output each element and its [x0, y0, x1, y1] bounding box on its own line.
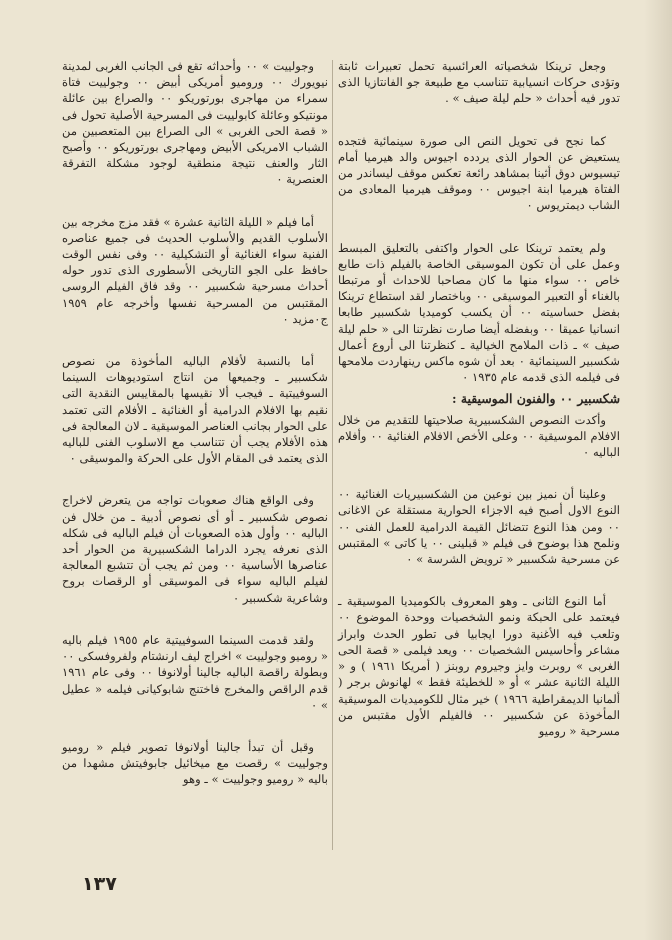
paragraph: وجولييت » ٠٠ وأحداثه تقع فى الجانب الغربى لمدينة نيويورك ٠٠ وروميو أمريكى أبيض ٠٠ وجولييت فتاة سمراء من مهاجرى بورتوريكو ٠٠ والصراع بين عائلة مونتيكو وعائلة كابولييت فى المسرحية الأصلية تحول فى « قصة الحى الغربى » الى الصراع بين المتعصبين من الشباب الامريكى الأبيض ومهاجرى بورتوريكو ٠٠ وأصبح الثار والعنف نتيجة منطقية لوجود مشكلة التفرقة العنصرية ٠ [62, 59, 328, 187]
section-heading: شكسبير ٠٠ والفنون الموسيقية : [451, 391, 620, 407]
paragraph: وعلينا أن نميز بين نوعين من الشكسبيريات الغنائية ٠٠ النوع الاول أصبح فيه الاجزاء الحوارية مستقلة عن الاغانى ٠٠ ومن هذا النوع تتضائل القيمة الدرامية للعمل الفنى ٠٠ ونلمح هذا بوضوح فى فيلم « قبلينى ٠٠ يا كاتى » المقتبس عن مسرحية شكسبير « ترويض الشرسة » ٠ [338, 487, 620, 567]
paragraph: وأكدت النصوص الشكسبيرية صلاحيتها للتقديم من خلال الافلام الموسيقية ٠٠ وعلى الأخص الافلام الغنائية ٠٠ وأفلام الباليه ٠ [338, 412, 620, 460]
right-column [338, 58, 620, 765]
paragraph: ولم يعتمد ترينكا على الحوار واكتفى بالتعليق المبسط وعمل على أن تكون الموسيقى الخاصة بالفيلم ذات طابع خاص ٠٠ سواء منها ما كان مصاحبا للاحداث أو مرتبطا بالغناء أو التعبير الموسيقى ٠٠ وباختصار لقد استطاع ترينكا بفضل حساسيته ٠٠ أن يكسب كوميديا شكسبير طابعا انسانيا عميقا ٠٠ وبفضله أيضا صارت نظرتنا الى « حلم ليلة صيف » ـ ذات الملامح الخيالية ـ كنظرتنا الى أروع أعمال شكسبير السينمائية ٠ بعد أن شوه ماكس رينهاردت ملامحها فى فيلمه الذى قدمه عام ١٩٣٥ ٠ [338, 240, 621, 385]
page-edge-shadow [644, 0, 672, 940]
paragraph: أما النوع الثانى ـ وهو المعروف بالكوميديا الموسيقية ـ فيعتمد على الحبكة ونمو الشخصيات ووحدة الموضوع ٠٠ وتلعب فيه الأغنية دورا ايجابيا فى تطور الحدث وابراز مشاعر وأحاسيس الشخصيات ٠٠ ويعد فيلمى « قصة الحى الغربى » روبرت وايز وجيروم روبنز ( أمريكا ١٩٦١ ) و « الليلة الثانية عشر » أو « للخطيئة فقط » لهانوش برجر ( ألمانيا الديمقراطية ١٩٦٦ ) خير مثال للكوميديات الموسيقية المأخوذة عن شكسبير ٠٠ فالفيلم الأول مقتبس من مسرحية « روميو [338, 594, 620, 738]
column-divider [332, 60, 333, 850]
page-number: ١٣٧ [82, 873, 117, 895]
paragraph: كما نجح فى تحويل النص الى صورة سينمائية فتجده يستعيض عن الحوار الذى يردده اجيوس والد هيرميا أمام تيسيوس دوق أثينا بمشاهد رائعة تعكس موقف ليساندر من الفتاة هيرميا ابنة اجيوس ٠٠ وموقف هيرميا المعادى من الشاب ديمتريوس ٠ [338, 133, 620, 213]
paragraph: وجعل ترينكا شخصياته العرائسية تحمل تعبيرات ثابتة وتؤدى حركات انسيابية تتناسب مع طبيعة جو الفانتازيا الذى تدور فيه أحداث « حلم ليلة صيف » . [338, 59, 620, 106]
paragraph: ولقد قدمت السينما السوفييتية عام ١٩٥٥ فيلم باليه « روميو وجولييت » اخراج ليف ارنشتام ولفروفسكى ٠٠ وبطولة راقصة الباليه جالينا أولانوفا ٠٠ وفى عام ١٩٦١ قدم الراقص والمخرج فاختنج شابوكيانى فيلمه « عطيل » ٠ [62, 632, 328, 712]
left-column [62, 58, 328, 814]
paragraph: وقبل أن تبدأ جالينا أولانوفا تصوير فيلم « روميو وجولييت » رقصت مع ميخائيل جابوفيتش مشهدا من باليه « روميو وجولييت » ـ وهو [62, 739, 328, 787]
paragraph: أما بالنسبة لأفلام الباليه المأخوذة من نصوص شكسبير ـ وجميعها من انتاج استوديوهات السينما السوفييتية ـ فيجب ألا نقيسها بالمقاييس النقدية التى نقيم بها الافلام الدرامية أو الغنائية ـ الأفلام التى تعتمد على الحوار بجانب العناصر الموسيقية ـ لان المعالجة فى هذه الأفلام يجب أن تتناسب مع الاسلوب الفنى للباليه الذى يعتمد فى المقام الأول على الحركة والموسيقى ٠ [62, 354, 328, 466]
paragraph: أما فيلم « الليلة الثانية عشرة » فقد مزج مخرجه بين الأسلوب القديم والأسلوب الحديث فى جميع عناصره الفنية سواء الغنائية أو التشكيلية ٠٠ وفى نفس الوقت حافظ على الجو التاريخى الأسطورى الذى تدور حوله أحداث مسرحية شكسبير ٠٠ وقد فاق الفيلم الروسى المقتبس من المسرحية نفسها وأخرجه عام ١٩٥٩ ج٠مزيد ٠ [62, 214, 328, 326]
paragraph: وفى الواقع هناك صعوبات تواجه من يتعرض لاخراج نصوص شكسبير ـ أو أى نصوص أدبية ـ من خلال فن الباليه ٠٠ وأول هذه الصعوبات أن فيلم الباليه فى شكله الذى نعرفه يجرد الدراما الشكسبيرية من الحوار أحد عناصرها الأساسية ٠٠ ومن ثم يجب أن تتشبع المعالجة لفيلم الباليه سواء فى الموسيقى أو الرقصات بروح وشاعرية شكسبير ٠ [62, 493, 329, 605]
